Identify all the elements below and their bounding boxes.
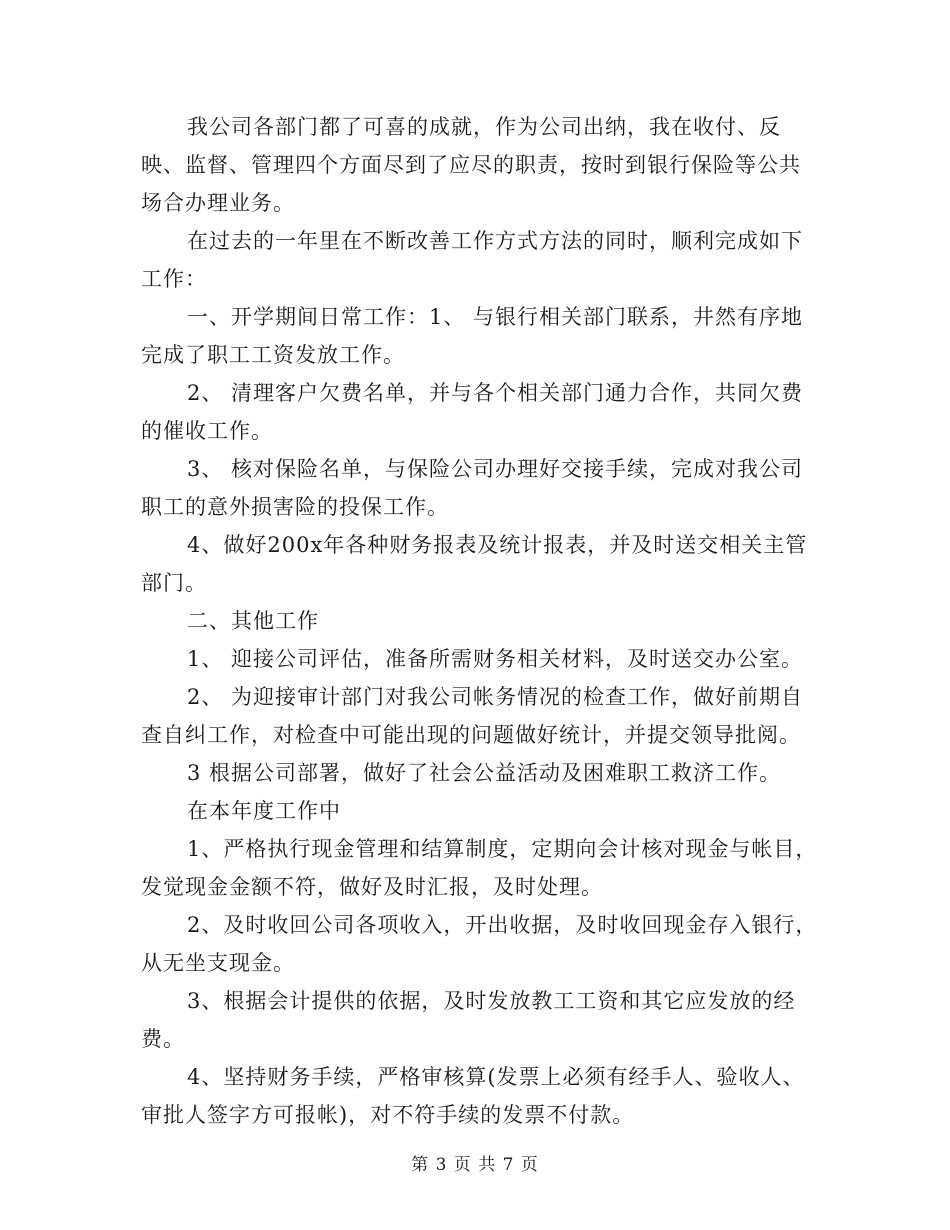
paragraph-routine-item-1: 一、开学期间日常工作：1、 与银行相关部门联系，井然有序地完成了职工工资发放工作。 bbox=[141, 305, 804, 367]
paragraph-intro: 我公司各部门都了可喜的成就，作为公司出纳，我在收付、反映、监督、管理四个方面尽到了应尽的职责，按时到银行保险等公共场合办理业务。 bbox=[141, 115, 801, 215]
paragraph-summary: 在过去的一年里在不断改善工作方式方法的同时，顺利完成如下工作： bbox=[141, 229, 803, 291]
page-number-footer: 第 3 页 共 7 页 bbox=[411, 1155, 539, 1175]
section-heading-other-work: 二、其他工作 bbox=[187, 609, 319, 633]
paragraph-routine-item-2: 2、 清理客户欠费名单，并与各个相关部门通力合作，共同欠费的催收工作。 bbox=[141, 381, 804, 443]
paragraph-routine-item-4: 4、做好200x年各种财务报表及统计报表，并及时送交相关主管部门。 bbox=[141, 533, 808, 595]
paragraph-other-item-1: 1、 迎接公司评估，准备所需财务相关材料，及时送交办公室。 bbox=[187, 647, 804, 671]
section-heading-this-year: 在本年度工作中 bbox=[187, 799, 341, 823]
paragraph-year-item-3: 3、根据会计提供的依据，及时发放教工工资和其它应发放的经费。 bbox=[141, 989, 796, 1051]
paragraph-year-item-2: 2、及时收回公司各项收入，开出收据，及时收回现金存入银行，从无坐支现金。 bbox=[141, 913, 818, 975]
document-body bbox=[141, 108, 821, 1134]
paragraph-other-item-3: 3 根据公司部署，做好了社会公益活动及困难职工救济工作。 bbox=[187, 761, 782, 785]
paragraph-year-item-1: 1、严格执行现金管理和结算制度，定期向会计核对现金与帐目，发觉现金金额不符，做好及时汇报，及时处理。 bbox=[141, 837, 818, 899]
paragraph-year-item-4: 4、坚持财务手续，严格审核算(发票上必须有经手人、验收人、审批人签字方可报帐)，对不符手续的发票不付款。 bbox=[141, 1065, 805, 1127]
paragraph-routine-item-3: 3、 核对保险名单，与保险公司办理好交接手续，完成对我公司职工的意外损害险的投保工作。 bbox=[141, 457, 804, 519]
paragraph-other-item-2: 2、 为迎接审计部门对我公司帐务情况的检查工作，做好前期自查自纠工作，对检查中可能出现的问题做好统计，并提交领导批阅。 bbox=[141, 685, 804, 747]
